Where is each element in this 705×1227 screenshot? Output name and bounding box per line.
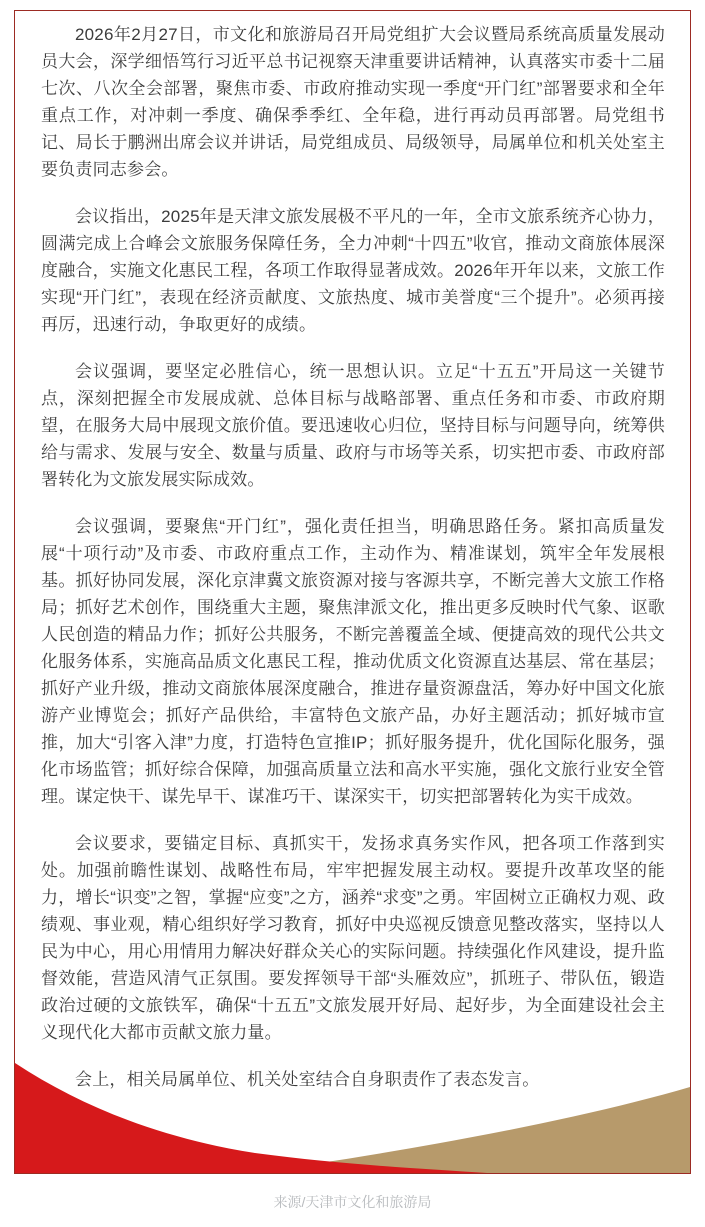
gold-wave-shape [253, 1087, 690, 1173]
paragraph: 会议强调，要坚定必胜信心，统一思想认识。立足“十五五”开局这一关键节点，深刻把握全市发展成就、总体目标与战略部署、重点任务和市委、市政府期望，在服务大局中展现文旅价值。要迅速收心归位，坚持目标与问题导向，统筹供给与需求、发展与安全、数量与质量、政府与市场等关系，切实把市委、市政府部署转化为文旅发展实际成效。 [41, 362, 665, 489]
paragraph: 会上，相关局属单位、机关处室结合自身职责作了表态发言。 [75, 1070, 540, 1089]
paragraph: 会议要求，要锚定目标、真抓实干，发扬求真务实作风，把各项工作落到实处。加强前瞻性谋划、战略性布局，牢牢把握发展主动权。要提升改革攻坚的能力，增长“识变”之智，掌握“应变”之方，涵养“求变”之勇。牢固树立正确权力观、政绩观、事业观，精心组织好学习教育，抓好中央巡视反馈意见整改落实，坚持以人民为中心，用心用情用力解决好群众关心的实际问题。持续强化作风建设，提升监督效能，营造风清气正氛围。要发挥领导干部“头雁效应”，抓班子、带队伍，锻造政治过硬的文旅铁军，确保“十五五”文旅发展开好局、起好步，为全面建设社会主义现代化大都市贡献文旅力量。 [41, 834, 665, 1042]
article-body [15, 11, 690, 1093]
paragraph: 会议指出，2025年是天津文旅发展极不平凡的一年，全市文旅系统齐心协力，圆满完成上合峰会文旅服务保障任务，全力冲刺“十四五”收官，推动文商旅体展深度融合，实施文化惠民工程，各项工作取得显著成效。2026年开年以来，文旅工作实现“开门红”，表现在经济贡献度、文旅热度、城市美誉度“三个提升”。必须再接再厉，迅速行动，争取更好的成绩。 [41, 207, 665, 334]
paragraph: 会议强调，要聚焦“开门红”，强化责任担当，明确思路任务。紧扣高质量发展“十项行动”及市委、市政府重点工作，主动作为、精准谋划，筑牢全年发展根基。抓好协同发展，深化京津冀文旅资源对接与客源共享，不断完善大文旅工作格局；抓好艺术创作，围绕重大主题，聚焦津派文化，推出更多反映时代气象、讴歌人民创造的精品力作；抓好公共服务，不断完善覆盖全域、便捷高效的现代公共文化服务体系，实施高品质文化惠民工程，推动优质文化资源直达基层、常在基层；抓好产业升级，推动文商旅体展深度融合，推进存量资源盘活，筹办好中国文化旅游产业博览会；抓好产品供给，丰富特色文旅产品，办好主题活动；抓好城市宣推，加大“引客入津”力度，打造特色宣推IP；抓好服务提升，优化国际化服务，强化市场监管；抓好综合保障，加强高质量立法和高水平实施，强化文旅行业安全管理。谋定快干、谋先早干、谋准巧干、谋深实干，切实把部署转化为实干成效。 [41, 517, 665, 806]
paragraph: 2026年2月27日，市文化和旅游局召开局党组扩大会议暨局系统高质量发展动员大会，深学细悟笃行习近平总书记视察天津重要讲话精神，认真落实市委十二届七次、八次全会部署，聚焦市委、市政府推动实现一季度“开门红”部署要求和全年重点工作，对冲刺一季度、确保季季红、全年稳，进行再动员再部署。局党组书记、局长于鹏洲出席会议并讲话，局党组成员、局级领导，局属单位和机关处室主要负责同志参会。 [41, 25, 665, 179]
article-frame [14, 10, 691, 1174]
source-line: 来源/天津市文化和旅游局 [273, 1194, 432, 1210]
